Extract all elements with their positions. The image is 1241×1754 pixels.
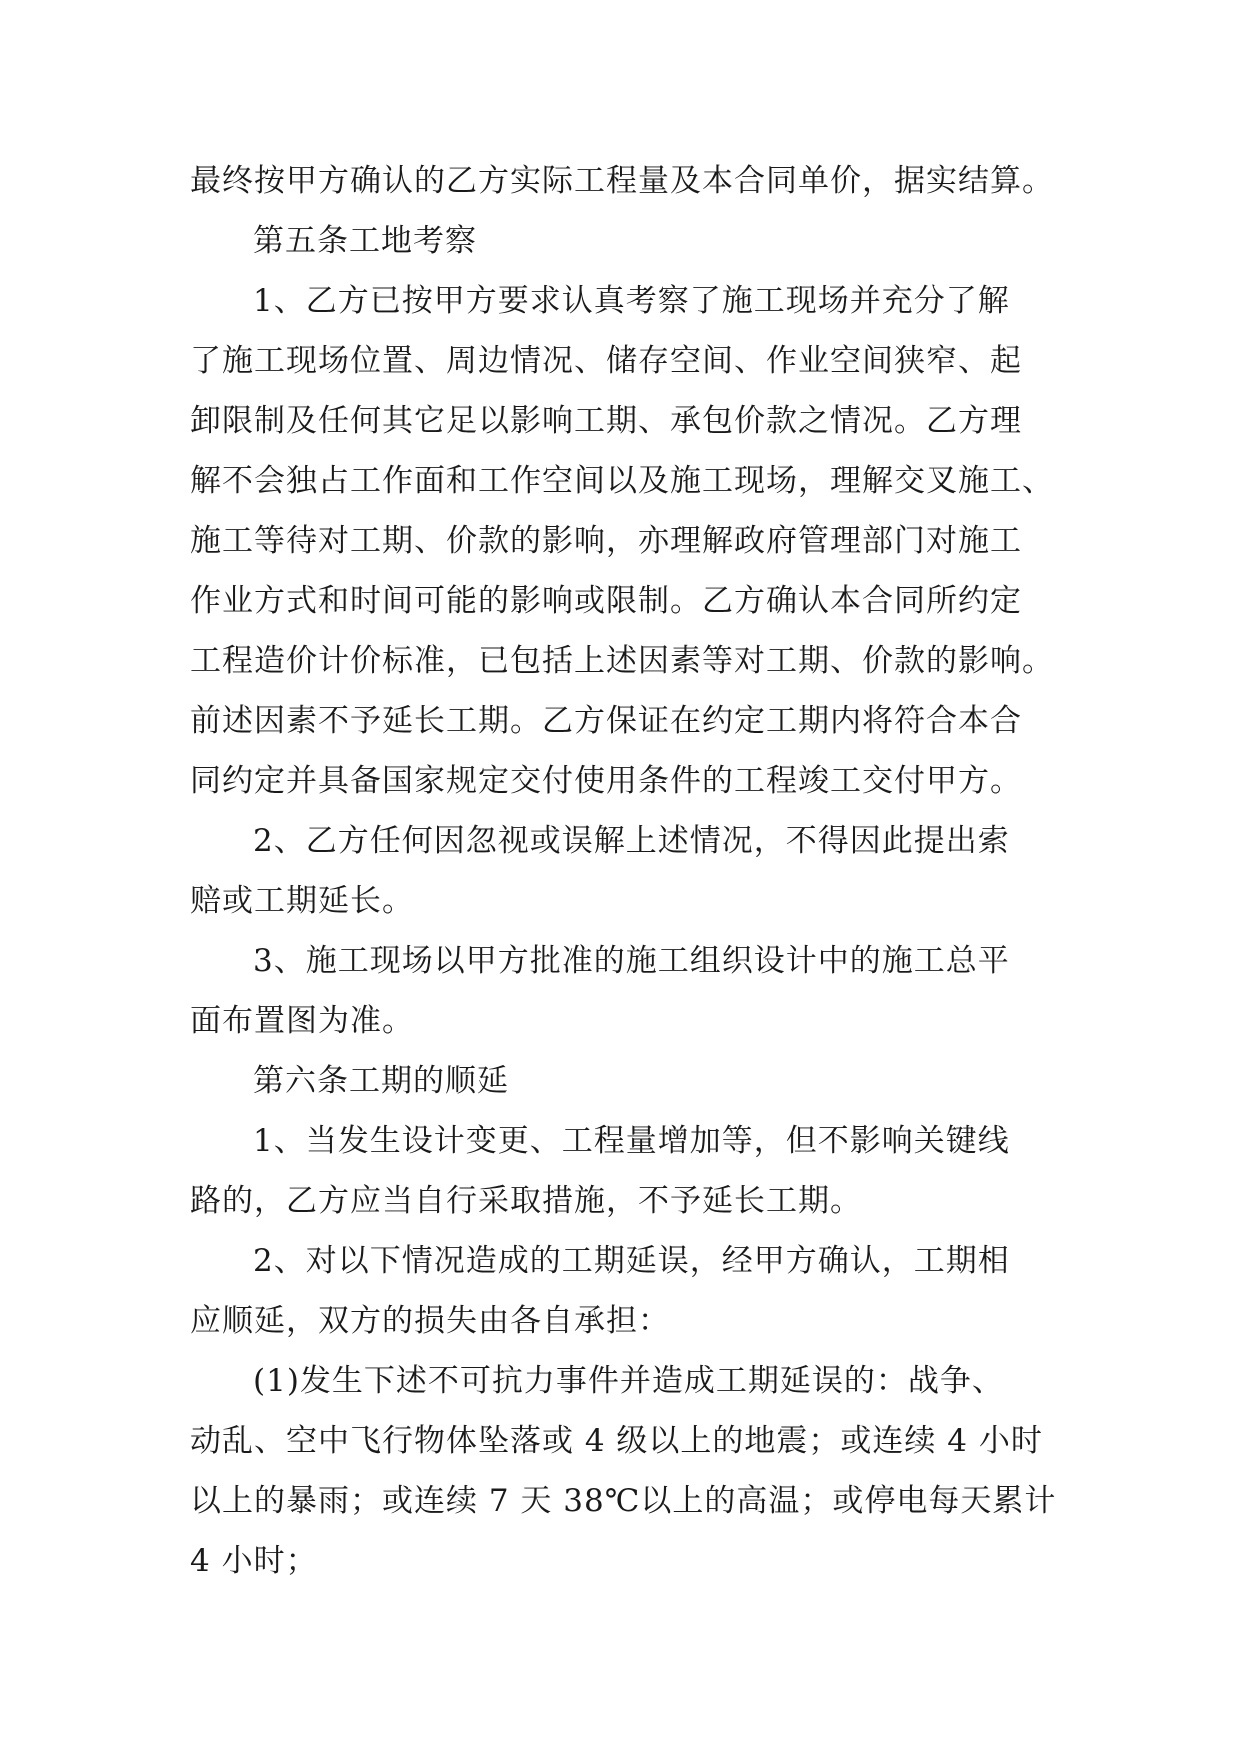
text-line-3: 1、乙方已按甲方要求认真考察了施工现场并充分了解 — [253, 283, 1010, 319]
text-line-4: 了施工现场位置、周边情况、储存空间、作业空间狭窄、起 — [190, 343, 1022, 379]
text-line-24: 4 小时； — [190, 1543, 318, 1579]
text-line-13: 赔或工期延长。 — [190, 883, 414, 919]
section-heading-6: 第六条工期的顺延 — [253, 1063, 509, 1099]
section-heading-5: 第五条工地考察 — [253, 223, 477, 259]
text-line-15: 面布置图为准。 — [190, 1003, 414, 1039]
text-line-5: 卸限制及任何其它足以影响工期、承包价款之情况。乙方理 — [190, 403, 1022, 439]
text-line-12: 2、乙方任何因忽视或误解上述情况，不得因此提出索 — [253, 823, 1010, 859]
text-line-18: 路的，乙方应当自行采取措施，不予延长工期。 — [190, 1183, 862, 1219]
text-line-8: 作业方式和时间可能的影响或限制。乙方确认本合同所约定 — [190, 583, 1022, 619]
text-line-7: 施工等待对工期、价款的影响，亦理解政府管理部门对施工 — [190, 523, 1022, 559]
text-line-23: 以上的暴雨；或连续 7 天 38℃以上的高温；或停电每天累计 — [190, 1483, 1057, 1519]
text-line-17: 1、当发生设计变更、工程量增加等，但不影响关键线 — [253, 1123, 1010, 1159]
text-line-21: (1)发生下述不可抗力事件并造成工期延误的：战争、 — [253, 1363, 1004, 1399]
text-line-11: 同约定并具备国家规定交付使用条件的工程竣工交付甲方。 — [190, 763, 1022, 799]
text-line-1: 最终按甲方确认的乙方实际工程量及本合同单价，据实结算。 — [190, 163, 1054, 199]
text-line-19: 2、对以下情况造成的工期延误，经甲方确认，工期相 — [253, 1243, 1010, 1279]
text-line-20: 应顺延，双方的损失由各自承担： — [190, 1303, 670, 1339]
text-line-22: 动乱、空中飞行物体坠落或 4 级以上的地震；或连续 4 小时 — [190, 1423, 1043, 1459]
text-line-10: 前述因素不予延长工期。乙方保证在约定工期内将符合本合 — [190, 703, 1022, 739]
text-line-14: 3、施工现场以甲方批准的施工组织设计中的施工总平 — [253, 943, 1010, 979]
text-line-6: 解不会独占工作面和工作空间以及施工现场，理解交叉施工、 — [190, 463, 1054, 499]
text-line-9: 工程造价计价标准，已包括上述因素等对工期、价款的影响。 — [190, 643, 1054, 679]
